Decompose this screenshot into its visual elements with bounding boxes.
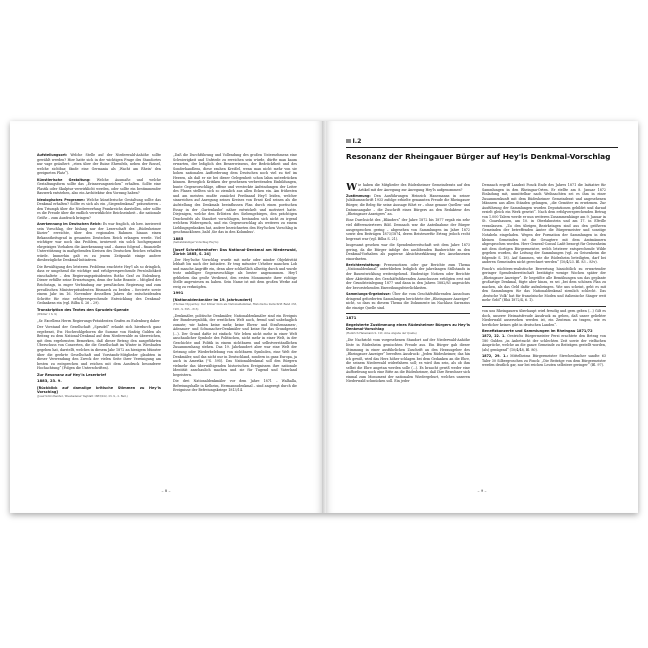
section-heading: [Rückblick auf damalige kritische Stimmen zu Hey'ls Vorschlag]: [37, 385, 161, 395]
section-square-icon: [346, 139, 351, 144]
paragraph: [346, 263, 470, 290]
paragraph-lead: Berichterstattung:: [346, 262, 381, 267]
paragraph-text: von uns Rheingauern überhaupt wird freudig und gern geben (...) Gilt es doch, unserer Heimatsfreude Ausdruck zu geben, daß unser geliebter Niederwald ausersehen werden ist, ein Zentrum zu tragen, wie es herrlicher keines gibt in deutschen Landen“.: [482, 309, 606, 327]
chapter-title: Resonanz der Rheingauer Bürger auf Hey'ls Denkmal-Vorschlag: [346, 152, 611, 161]
section-heading: Zur Resonanz auf Hey'ls Leserbrief: [37, 372, 106, 377]
paragraph: [346, 243, 470, 261]
paragraph-lead: 1872, 29. 1.:: [482, 354, 508, 359]
column-rule: [346, 313, 470, 314]
paragraph: [346, 218, 470, 241]
drop-cap: W: [346, 183, 358, 193]
paragraph-text: Es war fraglich, ob bzw. inwieweit sein Vorschlag, der bislang nur der Leserschaft des „Rüdesheimer Kurier“ erreichte, über den regionalen Rahmen hinaus einen Bekanntheitsgrad in gesamten Deutschen Reich erlangen werde. Viel wichtiger war noch das Problem, inwieweit ein solch hochgespannt ehrgeiziges Vorhaben die Anerkennung und – daraus folgend – finanzielle Unterstützung in maßgebenden Kreisen des Deutschen Reiches erhalten würde. Immerhin galt es zu jenem Zeitpunkt einige andere diesbezügliche Denkmal-Initiativen.: [37, 222, 161, 263]
page-number-left: – 8 –: [161, 488, 171, 493]
paragraph: [37, 265, 161, 306]
paragraph-text: Pressenotizen oder gar Berichte zum Thema „Nationaldenkmal“ unterblieben lediglich der jahrelangen Stillstands in der Bauentwicklung weitestgehend. Eindeutige Notizen oder Berichte über Aktivitäten des Geschäftsführenden Ausschusses erfolgten erst mit der Grundsteinlegung 1877 und dann in den Jahren 1882/83 angesichts der bevorstehenden Einweihungsfeierlichkeiten.: [346, 262, 470, 290]
paragraph: [37, 325, 161, 370]
page-number-right: – 9 –: [477, 488, 487, 493]
paragraph: [482, 309, 606, 327]
paragraph: [173, 153, 297, 235]
paragraph-text: ie haben die Mitglieder des Rüdesheimer Gemeinderats auf den Artikel mit der Anregung zur Anregung Hey'ls aufgenommen?: [358, 183, 470, 192]
source-citation: (Selbstständiger Vorschlag Hey'ls): [173, 241, 219, 245]
paragraph: [37, 178, 161, 196]
paragraph-lead: 1872, 22. 1.: [482, 334, 506, 339]
paragraph-text: Die Bewältigung des letzteren Problems erachtete Hey'l als so dringlich, dass er umgehend die wichtige und erfolgversprechende Persönlichkeit einschaltete – den Regierungspräsidenten Botho Graf zu Eulenburg. Dieser erfüllte seine Erwartungen, denn der hohe Beamte – Mitglied des Reichstags, in enger Verbindung zur preußischen Regierung und zum preußischen Ministerpräsidenten Bismarck zu beiden – forcierte sowie einem Jahr im 16. November desselben Jahres die entscheidenden Schritte für eine erfolgversprechende Entwicklung des Denkmal-Gedankens ein (vgl. Bilba S. 26 – 29).: [37, 264, 161, 306]
book-spread: [10, 121, 638, 513]
paragraph-text: Den Ausführungen Heinrich Hanemanns in seiner Jubiläumsschrift 1933 zufolge erhielte genannten Freude die Rheingauer Bürger, die Beleg für seine Aussage führt er – ohne genaue Quellen- und Datumsangabe – die Zuschrift eines Bürgers an den Redakteur des „Rheingauer Anzeigers“ an.: [346, 193, 470, 217]
paragraph: [173, 314, 297, 378]
section-label: [346, 138, 361, 145]
paragraph-text: Oestrichs Bürgermeister Perzi erachtete den Betrag von 180 Gulden „in Anbetracht der schlechten Zeit sowie der vielfachen Ansprüche, welche an die ganze Gemeinde zu Beiträgen gestellt worden, (als) genügend“ (10/4/48, Bl. 80).: [482, 334, 606, 352]
section-heading: Benefizkonzerte und Sammlungen im Rheingau 1871/72: [482, 329, 593, 334]
section-heading: Transkription des Textes den Sprudels-Spende: [37, 307, 129, 312]
paragraph: [37, 198, 161, 221]
date-heading: 1885: [173, 236, 184, 241]
paragraph-lead: Zustimmung:: [346, 193, 371, 198]
paragraph: [346, 338, 470, 383]
source-citation: (Thomas Nipperdey: Der Kölner Dom als Nationaldenkmal, Historische Zeitschrift Band 233, 1981, S. 595 – 613): [173, 302, 297, 311]
paragraph-lead: Ideologisches Programm:: [37, 197, 85, 202]
column-rule: [482, 306, 606, 307]
paragraph-text: „Denkmäler, politische Denkmäler, Nationaldenkmäler sind ein Ereignis der Bundesrepublik, der westlichen Welt auch, fremd und unbehaglich zumute; wir haben keine mehr, keine Ehren- und Straßennamen-, Adenauer- und Schumacher-Denkmäler und keine für das Grundgesetz (...). Der Grund dafür ist einfach: Wir leben nicht mehr in einer Welt anschaulicher Symbole des Politischen, nicht mehr in einer Welt, in der Geschichte und Politik in einem sichtbaren und selbstverständlichen Zusammenhang stehen. Das 19. Jahrhundert aber war eine Welt der Setzung oder Wiederbelebung von sichtbaren Symbolen, eine Welt der Denkmäler, und das nicht nur in Deutschland, sondern in ganz Europa, ja auch in Amerika ("S. 595). Das Nationaldenkmal soll den Bürgern vielmehr das überwältigenden historischen Ereignissen ihre nationale Identität anschaulich machen und sie für Tugend und Vaterland begeistern.: [173, 313, 297, 377]
paragraph-lead: Aufstellungsort:: [37, 153, 68, 157]
section-heading: [Nationaldenkmäler im 19. Jahrhundert]: [173, 297, 253, 302]
paragraph: [37, 222, 161, 263]
paragraph: [173, 379, 297, 393]
paragraph: [37, 319, 161, 324]
paragraph-text: Eine Durchsicht des „Bländers“ der Jahre 1872 bis 1877 ergab ein sehr viel differenzierteres Bild. Demnach war die Anteilnahme der Bürger ausgesprochen gering – abgesehen von Sammlungen im Jahre 1872 sowie den Beiträgen 1873/1874, deren Beisteuerfür Ertrag jedoch recht begrenzt war (vgl. Bilba S. 21).: [346, 218, 470, 241]
paragraph-text: „Daß die Durchführung und Vollendung des großen Unternehmens eine Schwierigkeit und Unfriede zu erreichen sein würde, dürfte man kaum erwarten, der lediglich des Besserwissens, der Bedrücktheit und des Sonderhandlens, diese rauhen Kreißel, wenn man nicht mehr von sie hohen nationalen Aufforderung dem Deutschen noch viel zu tief im Herzen, als daß er sie bei dieser Gelegenheit schon lahm unterdrücken können. Beweglich Kritiken der gesehenen verbreitenden Einbildungen, bunte Gegenvorschläge, offene und versteckte Anfeindungen der Leiter des Planes stellten sich so ziemlich aus allen Ecken ein. Am frühesten und am meisten mußte zunächst Ferdinand Hey'l leiden, welcher sinnreichen auf Anregung seines Kreises von Ernst Keil seinen als die Aufstellung des Denkmals beeinflussen Plan durch einen poetischen Essay in der ‚Gartenlaube‘ näher entwickelt und motiviert hatte. Diejenigen, welche den Erlösten des Siebengebirges, den prächtigen Drachenfels als Standort vorschlugen, bestanden sich nicht zu irgend welchem Widerspruch, und ein Gegenvorschlag als weiteres zu einem Lieblingsgedanken hat, andere bezeichneten den Hey'lschen Vorschlag in geschmacklosen ‚bald ‚Sie das in den Kolumbus'.: [173, 153, 297, 235]
paragraph-text: „Sr. Excellenz Herrn Regierungs-Präsidenten Grafen zu Eulenburg daher: [37, 318, 160, 323]
paragraph-lead: Anerkennung im Deutschen Reich:: [37, 222, 102, 227]
section-rule: [346, 147, 618, 148]
paragraph-text: Der Vorstand der Gesellschaft „Sprudel“ erlaubt sich hierdurch ganz ergebenst, Ew. Hochwohlgeboren die Summe von fünfzig Gulden als Beitrag zu dem National-Denkmal auf dem Niederwalde zu überreichen, mit dem ergebensten Bemerken, daß dieser Betrag den ausgeführten Überschuss von Conzerten, die die Gesellschaft im Winter in Wiesbaden gegeben hat, darstellt, welches in diesem Jahr 1872 an hiesigem Münster über die geehrte Gesellschaft und Vorstands-Mitglieder glaubten in dieser Verwendung den Zweck der vielen Seite ihrer Vereinigung am besten zu entsprechen und reichen mit dem Ausdruck besonderer Hochachtung“ (Folgen die Unterschriften).: [37, 325, 161, 371]
paragraph-text: Welche Ausmaße und welche Gestaltungsform sollte das „Erinnerungszeichen“ erhalten. Sollte eine Plastik oder Skulptur verwirklicht werden, oder sollte ein bestimmender Bauwerk entstehen, also ein Architektur den Vorrang haben?: [37, 177, 161, 196]
paragraph-text: Die drei Nationaldenkmäler vor dem Jahre 1871 – Walhalla, Befreiungshalle in Kelheim, Hermannsdenkmal – sind angeregt durch die Ereignisse der Befreiungskriege 1813/14.: [173, 379, 297, 393]
paragraph-text: Fonck's nüchtern-realistische Bewertung hinsichtlich zu erwartender geringer Spendenbereitschaft bestätigte wenige Wochen später der „Rheingauer Anzeiger“. Er begrüßte alle Bemühungen um das geplante großartige Denkmal, fügte aber hinzu, es sei „bei dem schönen Plan zu machen, als das Geld dafür aufzubringen. Wie uns scheint, geht es mit den Sammlungen für das Nationaldenkmal ziemlich schlecht. Das ‚deutsche Volk‘ hat für französische Moden und italienische Sänger weit mehr Geld“ (Rhä 1872/4, 6. 1).: [482, 266, 606, 303]
date-heading: 1871: [346, 316, 357, 321]
paragraph: [482, 267, 606, 303]
paragraph: [346, 292, 470, 310]
paragraph: [482, 334, 606, 352]
paragraph-text: Mittelheims Bürgermeister Strechenbacher sandte 63 Taler 30 Silbergroschen zu Fonck: „Die Beiträge von dem Bürgermeister werden deutlich gar, nur bei reichen Leuten selbstere geringer“ (Bl. 97).: [482, 354, 606, 368]
paragraph-text: Insgesamt gesehen war die Spendenbereitschaft seit dem Jahre 1873 gering, da die Bürger infolge des auslöbenden Bauberichte zu den Denkmal-Vorhaben als papierne Absichtserklärung des Ansehnsenen einordneten.: [346, 242, 470, 261]
paragraph: [346, 183, 470, 192]
section-number: I.2: [352, 138, 362, 145]
source-citation: (Josef Schrothenhol, Wiesbadener Tagblatt 1883/222, 23. 9., 2. Beil.): [37, 395, 128, 399]
section-heading: Begeisterte Zustimmung eines Rüdesheimer Bürgers zu Hey'ls Denkmal-Vorschlag: [346, 322, 470, 332]
paragraph-lead: Sammlungs-Ergebnisse:: [346, 292, 391, 297]
date-heading: 1991: [173, 291, 184, 296]
paragraph-text: „Die Nachricht vom vorgesehenen Standort auf der Niederwald-Anhöhe löste in Rüdesheim gemischten Freude aus. Ein Bürger gab dieser Stimmung in einer ausführlichen Zuschrift an den Herausgeber des „Rheingauer Anzeiger“ beredten Ausdruck: „Jeden Rüdesheimer, das hin ich gewiß, wird das Herz höher schlagen bei dem Gedanken an die Ehre, die seinem Niederwald widerfahren soll; es wird ihm sein, als ob ihm selbst die Ehre angetan werden solle (...). Es braucht gewiß weder eine Auffordeung noch eine Bitte an die Rüdesheimer, daß Ihre Bewohner sich einmal zum Monument der nationalen Wiedergeburt, welches unseren Niederwald schmücken soll. Ein jeder: [346, 338, 470, 384]
right-column-2: [482, 183, 606, 483]
section-heading: [Josef Schrothenhofer: Das National-Denkmal am Niederwald, Zürich 1885, S. 24]: [173, 247, 297, 257]
left-column-2: [173, 153, 297, 483]
paragraph: [482, 354, 606, 368]
source-citation: (Heinrich Hanemann S. 12f; ohne Angabe der Quelle): [346, 332, 417, 336]
paragraph-text: Welche künstlerische Gestaltung sollte das Denkmal erhalten? Sollte es sich als ein „Siegesdenkmal“ präsentieren – den Triumph über die Niederwerfung Frankreichs darstellen, oder sollte es die Freude über die endlich verwirklichte Reichseinheit – die nationale Größe – zum Ausdruck bringen?: [37, 197, 161, 220]
paragraph: [482, 183, 606, 265]
left-column-1: [37, 153, 161, 483]
paragraph: [173, 258, 297, 290]
right-page: [326, 121, 638, 513]
date-heading: 1883, 23. 9.: [37, 379, 62, 384]
right-column-1: [346, 183, 470, 483]
left-page: [10, 121, 322, 513]
paragraph-text: Über die vom Geschäftsführenden Ausschuss dringend geforderten Sammlungen berichtete der „Rheingauer Anzeiger“ nicht, so dass zu diesem Thema die Dokumente im Nachlass Sarrazius die einzige Quelle sind.: [346, 292, 470, 310]
source-citation: (Wildler 1 S. 9): [37, 312, 57, 316]
paragraph: [37, 153, 161, 176]
paragraph-text: Welche Stelle auf der Niederwald-Anhöhe sollte gewählt werden? Hier hatte sich in der wichtigen Frage des Standortes nur vage geäußert: „etwa über der Ruine Ehrenfels, neben der Rossel, welche sichtbar, fände eine Germania als ‚Wacht am Rhein' den geeigneten Platz“).: [37, 153, 161, 176]
paragraph-text: „Der Hey'lsche Vorschlag wurde mit mehr oder minder Objektivität lebhaft bis nach der Initiative. Er trug mitunter Urheber manchen Lob und manche Angriffe ein, denn aber schließlich allseitig durch und wurde trotz unbilliger Gegenvorschläge als bester angenommen. Hey'l geblieben das große Verdienst, den ersten Monumente ihrer richtige Stelle angewiesen zu haben. Sein Name ist mit dem großen Werke auf ewig zu verknüpfen.: [173, 257, 297, 289]
paragraph-text: Demnach ergriff Landrat Fonck Ende des Jahres 1871 die Initiative für Sammlungen in den Rheingau-Orten. Er stellte am 8. Januar 1872 Einladung mit, unmittelbar nach Weihnachten sei es ihm in einer Zusammenkunft mit dem Rüdesheimer Gemeinderat und angesehenen Männern aus allen Ständen gelungen, „die Gemüter zu erwärmen. Zur Ausführung der Sammlungen wurden Deputationen gebildet und darauf erzielt gleich ein Werk gesetzt“. Nach dem erfolgversprechenden Betrag von 1.000 Talern werde er nun weiteren Zusammenhänge am 9. Januar in St. Goarshausen, am 10. in Oberlahnstein und am 17. in Eltville veranlassen. „Zu den übrigen Bezirkstagen sind aus den größeren Gemeinden der betreffenden Ämter die Bürgermeister und sonstige Notabeln eingeladen. Wegen der Formation der Sammlungen in den kleinen Gemeinden ist die Gesagtere mit dem Amtmännern abgesprochen worden. Herr General-Consul Ladé besorgt für Geisenheim mit dem dortigen Bürgermeister, welch letzterer entsprechende Wilde gegeben worden, die Leitung der Sammlungen (vgl. zu Geisenheim die folgende S. 18). Auf Sammen, wie die Rüdesheim beteiligten, darf bei anderen Gemeinden nicht gerechnet werden“ (10/4/23. Bl. 83 – 83v).: [482, 183, 606, 265]
paragraph-lead: Künstlerische Gestaltung:: [37, 177, 91, 182]
paragraph: [346, 194, 470, 217]
